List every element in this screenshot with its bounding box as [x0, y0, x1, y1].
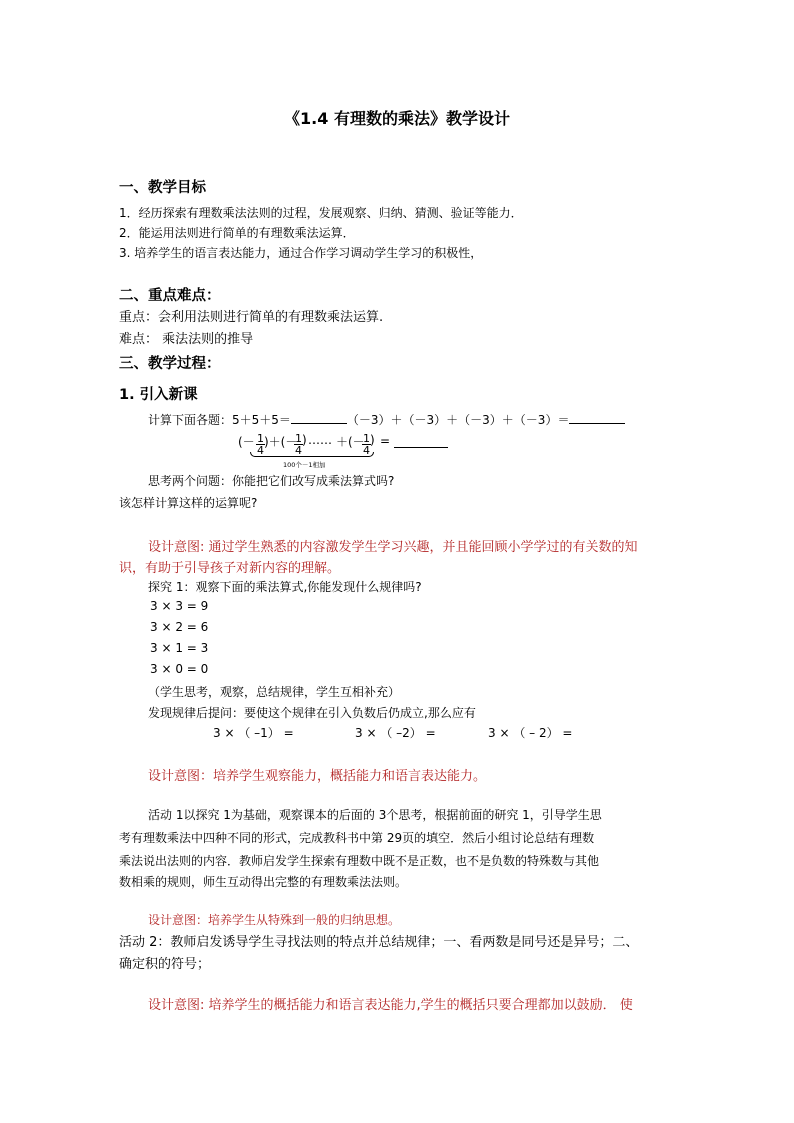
subsection-heading-intro: 1. 引入新课 [119, 387, 198, 403]
section-heading-process: 三、教学过程： [119, 356, 221, 372]
design-intent: 设计意图：培养学生从特殊到一般的归纳思想。 [148, 913, 401, 927]
activity-text: 乘法说出法则的内容．教师启发学生探索有理数中既不是正数，也不是负数的特殊数与其他 [119, 854, 600, 868]
answer-blank [291, 411, 347, 424]
activity-text: 活动 1以探究 1为基础，观察课本的后面的 3个思考，根据前面的研究 1，引导学生思 [148, 808, 602, 822]
answer-blank [394, 447, 448, 448]
fraction-neg-1-4: $\frac{1}{4}$ [295, 432, 302, 457]
design-intent: 设计意图: 通过学生熟悉的内容激发学生学习兴趣，并且能回顾小学学过的有关数的知 [148, 540, 638, 555]
question-item: 3 × （ –1） = [213, 726, 294, 740]
paren-close: ) [302, 433, 307, 447]
section-heading-objectives: 一、教学目标 [119, 180, 206, 196]
objective-item: 2．能运用法则进行简单的有理数乘法运算． [119, 226, 355, 240]
calc-mid: （－3）＋（－3）＋（－3）＋（－3）＝ [346, 413, 570, 427]
design-intent: 设计意图: 培养学生的概括能力和语言表达能力,学生的概括只要合理都加以鼓励． 使 [148, 998, 633, 1013]
section-heading-keypoints: 二、重点难点： [119, 288, 221, 304]
objective-item: 3. 培养学生的语言表达能力，通过合作学习调动学生学习的积极性， [119, 246, 483, 260]
question-item: 3 × （ –2） = [355, 726, 436, 740]
expr-equals: = [380, 434, 391, 448]
think-question: 思考两个问题：你能把它们改写成乘法算式吗? [148, 474, 395, 488]
fraction-neg-1-4: $\frac{1}{4}$ [257, 432, 264, 457]
activity-text: 数相乘的规则，师生互动得出完整的有理数乘法法则。 [119, 875, 408, 889]
design-intent: 识，有助于引导孩子对新内容的理解。 [119, 561, 341, 576]
design-intent: 设计意图：培养学生观察能力，概括能力和语言表达能力。 [148, 769, 487, 784]
think-question-2: 该怎样计算这样的运算呢? [119, 496, 258, 510]
difficulty-text: 难点： 乘法法则的推导 [119, 332, 254, 347]
calc-line [148, 411, 625, 428]
activity-text: 考有理数乘法中四种不同的形式，完成教科书中第 29页的填空．然后小组讨论总结有理数 [119, 831, 595, 845]
key-point-text: 重点：会利用法则进行简单的有理数乘法运算. [119, 310, 384, 325]
explore-prompt: 探究 1：观察下面的乘法算式,你能发现什么规律吗? [148, 580, 422, 594]
paren-open: ＋(－ [336, 435, 365, 449]
expr-dots: …… [308, 433, 332, 447]
underbrace [250, 452, 374, 457]
answer-blank [569, 411, 625, 424]
expr-start: (－ [238, 435, 255, 449]
equation: 3 × 3 = 9 [150, 599, 209, 613]
equation: 3 × 0 = 0 [150, 662, 209, 676]
equation: 3 × 1 = 3 [150, 641, 209, 655]
equation: 3 × 2 = 6 [150, 620, 209, 634]
brace-label: 100个－1相加 [283, 461, 326, 469]
question-item: 3 × （ – 2） = [488, 726, 573, 740]
follow-up-question: 发现规律后提问：要使这个规律在引入负数后仍成立,那么应有 [148, 706, 476, 720]
activity-text: 活动 2：教师启发诱导学生寻找法则的特点并总结规律；一、看两数是同号还是异号；二、 [119, 935, 639, 950]
objective-item: 1．经历探索有理数乘法法则的过程，发展观察、归纳、猜测、验证等能力． [119, 206, 523, 220]
paren-plus: )＋(－ [264, 435, 298, 449]
paren-close: ) [370, 433, 375, 447]
fraction-neg-1-4: $\frac{1}{4}$ [363, 432, 370, 457]
activity-text: 确定积的符号； [119, 957, 211, 972]
calc-prefix: 计算下面各题：5＋5＋5＝ [148, 413, 291, 427]
document-title: 《1.4 有理数的乘法》教学设计 [284, 109, 510, 128]
student-note: （学生思考，观察，总结规律，学生互相补充） [148, 685, 401, 699]
